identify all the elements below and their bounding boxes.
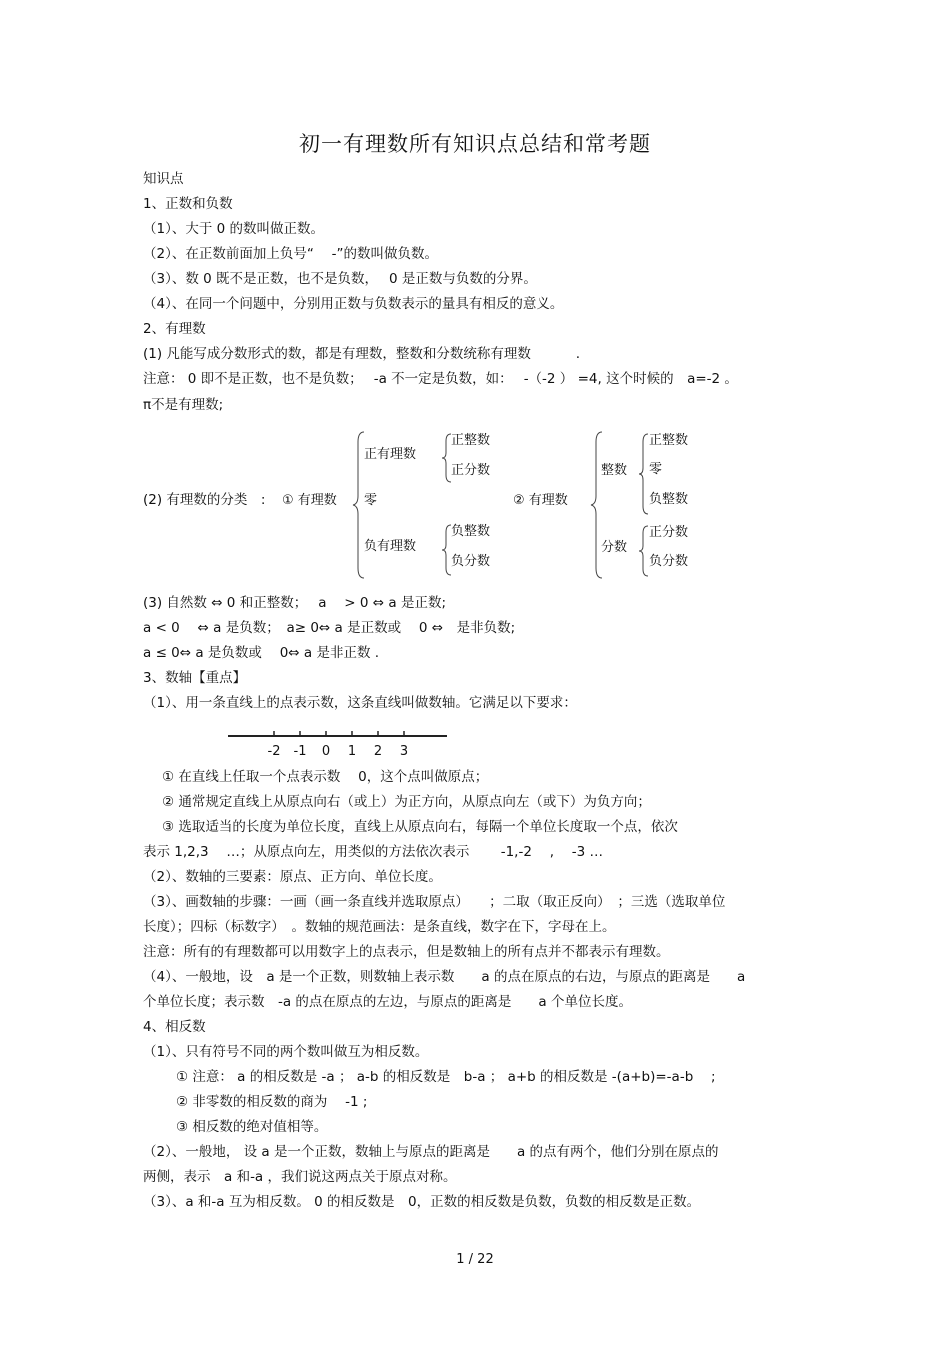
- scheme2-positive-integer: 正整数: [649, 433, 689, 448]
- section-label: 知识点: [143, 171, 184, 187]
- text-line: （3）、数 0 既不是正数，也不是负数， 0 是正数与负数的分界。: [143, 271, 537, 287]
- number-line-figure: [225, 725, 455, 761]
- heading-opposite-numbers: 4、相反数: [143, 1019, 206, 1035]
- scheme2-brace: [590, 430, 604, 580]
- scheme1-marker: ① 有理数: [282, 493, 337, 508]
- text-line: π不是有理数;: [143, 397, 224, 413]
- scheme1-negative-fraction: 负分数: [451, 554, 491, 569]
- scheme2-fraction: 分数: [601, 540, 628, 555]
- scheme1-zero: 零: [364, 493, 378, 508]
- number-line-tick-label: 0: [321, 744, 331, 759]
- text-line: （1）、用一条直线上的点表示数，这条直线叫做数轴。它满足以下要求：: [143, 695, 577, 711]
- text-line: （1）、只有符号不同的两个数叫做互为相反数。: [143, 1044, 429, 1060]
- heading-positive-negative: 1、正数和负数: [143, 196, 233, 212]
- scheme2-zero: 零: [649, 462, 663, 477]
- scheme2-marker: ② 有理数: [513, 493, 568, 508]
- text-line: a ≤ 0⇔ a 是负数或 0⇔ a 是非正数 .: [143, 645, 380, 661]
- heading-rational: 2、有理数: [143, 321, 206, 337]
- page-number: 1 / 22: [456, 1252, 494, 1267]
- text-line: 注意：所有的有理数都可以用数字上的点表示，但是数轴上的所有点并不都表示有理数。: [143, 944, 670, 960]
- text-line: （2）、数轴的三要素：原点、正方向、单位长度。: [143, 869, 442, 885]
- text-line: 表示 1,2,3 …；从原点向左，用类似的方法依次表示 -1,-2 , -3 …: [143, 844, 604, 860]
- scheme2-negative-integer: 负整数: [649, 492, 689, 507]
- scheme1-positive-rational: 正有理数: [364, 447, 417, 462]
- number-line-tick-label: 1: [347, 744, 357, 759]
- scheme1-negative-integer: 负整数: [451, 524, 491, 539]
- text-line: (3) 自然数 ⇔ 0 和正整数； a > 0 ⇔ a 是正数;: [143, 595, 446, 611]
- scheme1-negative-rational: 负有理数: [364, 539, 417, 554]
- list-item: ② 非零数的相反数的商为 -1 ;: [176, 1094, 368, 1110]
- text-line: （3）、画数轴的步骤：一画（画一条直线并选取原点） ；二取（取正反向） ；三选（选取单位: [143, 894, 726, 910]
- list-item: ③ 相反数的绝对值相等。: [176, 1119, 328, 1135]
- text-line: （4）、在同一个问题中，分别用正数与负数表示的量具有相反的意义。: [143, 296, 564, 312]
- text-line: 两侧，表示 a 和-a ，我们说这两点关于原点对称。: [143, 1169, 457, 1185]
- number-line-tick-label: 2: [373, 744, 383, 759]
- list-item: ① 在直线上任取一个点表示数 0，这个点叫做原点；: [162, 769, 489, 785]
- text-line: 长度）；四标（标数字） 。数轴的规范画法：是条直线，数字在下，字母在上。: [143, 919, 616, 935]
- number-line-tick-label: -2: [267, 744, 281, 759]
- scheme2-positive-fraction: 正分数: [649, 525, 689, 540]
- scheme2-negative-fraction: 负分数: [649, 554, 689, 569]
- classification-label: (2) 有理数的分类 :: [143, 492, 266, 508]
- scheme1-positive-fraction: 正分数: [451, 463, 491, 478]
- number-line-tick-label: -1: [293, 744, 307, 759]
- text-line: 个单位长度；表示数 -a 的点在原点的左边，与原点的距离是 a 个单位长度。: [143, 994, 632, 1010]
- text-line: a < 0 ⇔ a 是负数； a≥ 0⇔ a 是正数或 0 ⇔ 是非负数;: [143, 620, 516, 636]
- number-line-tick-label: 3: [399, 744, 409, 759]
- text-line: (1) 凡能写成分数形式的数，都是有理数，整数和分数统称有理数 .: [143, 346, 580, 362]
- scheme2-integer: 整数: [601, 463, 628, 478]
- document-title: 初一有理数所有知识点总结和常考题: [299, 132, 651, 156]
- text-line: （1）、大于 0 的数叫做正数。: [143, 221, 325, 237]
- list-item: ② 通常规定直线上从原点向右（或上）为正方向，从原点向左（或下）为负方向；: [162, 794, 651, 810]
- list-item: ③ 选取适当的长度为单位长度，直线上从原点向右，每隔一个单位长度取一个点，依次: [162, 819, 678, 835]
- heading-number-line: 3、数轴【重点】: [143, 670, 247, 686]
- text-line: （4）、一般地，设 a 是一个正数，则数轴上表示数 a 的点在原点的右边，与原点的距离是 a: [143, 969, 746, 985]
- text-line: （2）、在正数前面加上负号“ -”的数叫做负数。: [143, 246, 438, 262]
- text-line: （3）、a 和-a 互为相反数。 0 的相反数是 0，正数的相反数是负数，负数的相反数是正数。: [143, 1194, 701, 1210]
- scheme1-positive-integer: 正整数: [451, 433, 491, 448]
- list-item: ① 注意： a 的相反数是 -a ； a-b 的相反数是 b-a ； a+b 的相反数是 -(a+b)=-a-b ;: [176, 1069, 716, 1085]
- text-line: （2）、一般地， 设 a 是一个正数，数轴上与原点的距离是 a 的点有两个，他们分别在原点的: [143, 1144, 719, 1160]
- text-line: 注意： 0 即不是正数，也不是负数； -a 不一定是负数，如： -（-2 ） =4, 这个时候的 a=-2 。: [143, 371, 738, 387]
